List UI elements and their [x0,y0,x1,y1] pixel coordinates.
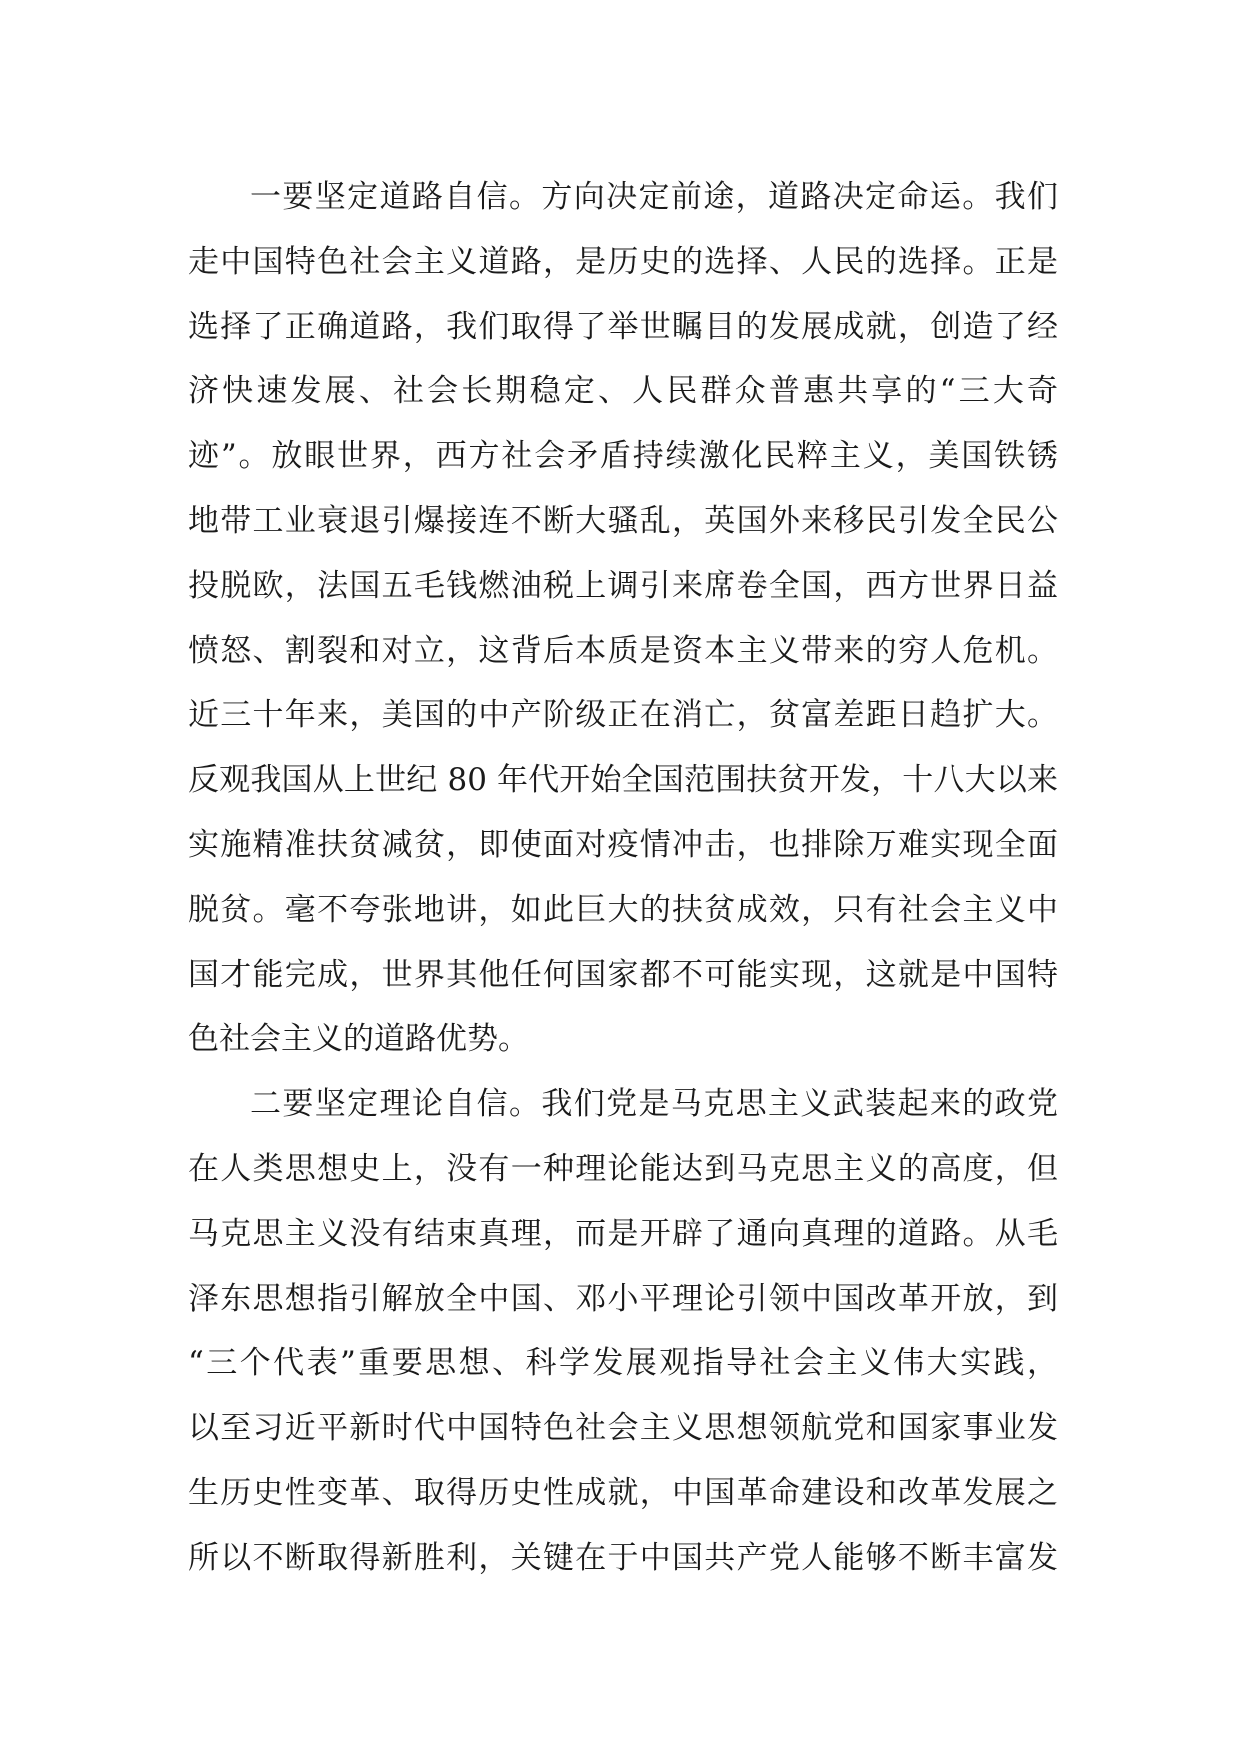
text-line: 愤怒、割裂和对立，这背后本质是资本主义带来的穷人危机。 [188,632,1058,669]
paragraph-theory-confidence [188,1072,1058,1590]
text-line: 一要坚定道路自信。方向决定前途，道路决定命运。我们 [250,179,1058,215]
text-line: 泽东思想指引解放全中国、邓小平理论引领中国改革开放，到 [188,1280,1058,1317]
text-line: 在人类思想史上，没有一种理论能达到马克思主义的高度，但 [188,1150,1058,1187]
document-body [188,165,1058,1591]
text-line: 以至习近平新时代中国特色社会主义思想领航党和国家事业发 [188,1410,1058,1447]
text-line: 地带工业衰退引爆接连不断大骚乱，英国外来移民引发全民公 [188,502,1058,539]
text-line: 投脱欧，法国五毛钱燃油税上调引来席卷全国，西方世界日益 [188,567,1058,604]
text-line: 生历史性变革、取得历史性成就，中国革命建设和改革发展之 [188,1474,1058,1511]
text-line: 色社会主义的道路优势。 [188,1021,529,1058]
text-line: 济快速发展、社会长期稳定、人民群众普惠共享的“三大奇 [188,373,1058,410]
text-line: “三个代表”重要思想、科学发展观指导社会主义伟大实践， [188,1345,1058,1382]
text-line: 二要坚定理论自信。我们党是马克思主义武装起来的政党 [250,1086,1058,1123]
text-line: 迹”。放眼世界，西方社会矛盾持续激化民粹主义，美国铁锈 [188,438,1058,475]
text-line: 走中国特色社会主义道路，是历史的选择、人民的选择。正是 [188,243,1058,280]
text-line: 近三十年来，美国的中产阶级正在消亡，贫富差距日趋扩大。 [188,697,1058,734]
text-line: 选择了正确道路，我们取得了举世瞩目的发展成就，创造了经 [188,308,1058,345]
text-line: 国才能完成，世界其他任何国家都不可能实现，这就是中国特 [188,956,1058,993]
text-line: 所以不断取得新胜利，关键在于中国共产党人能够不断丰富发 [188,1539,1058,1576]
paragraph-road-confidence [188,165,1058,1072]
text-line: 马克思主义没有结束真理，而是开辟了通向真理的道路。从毛 [188,1215,1058,1252]
text-line: 反观我国从上世纪 80 年代开始全国范围扶贫开发，十八大以来 [188,762,1058,799]
text-line: 脱贫。毫不夸张地讲，如此巨大的扶贫成效，只有社会主义中 [188,891,1058,928]
text-line: 实施精准扶贫减贫，即使面对疫情冲击，也排除万难实现全面 [188,826,1058,863]
